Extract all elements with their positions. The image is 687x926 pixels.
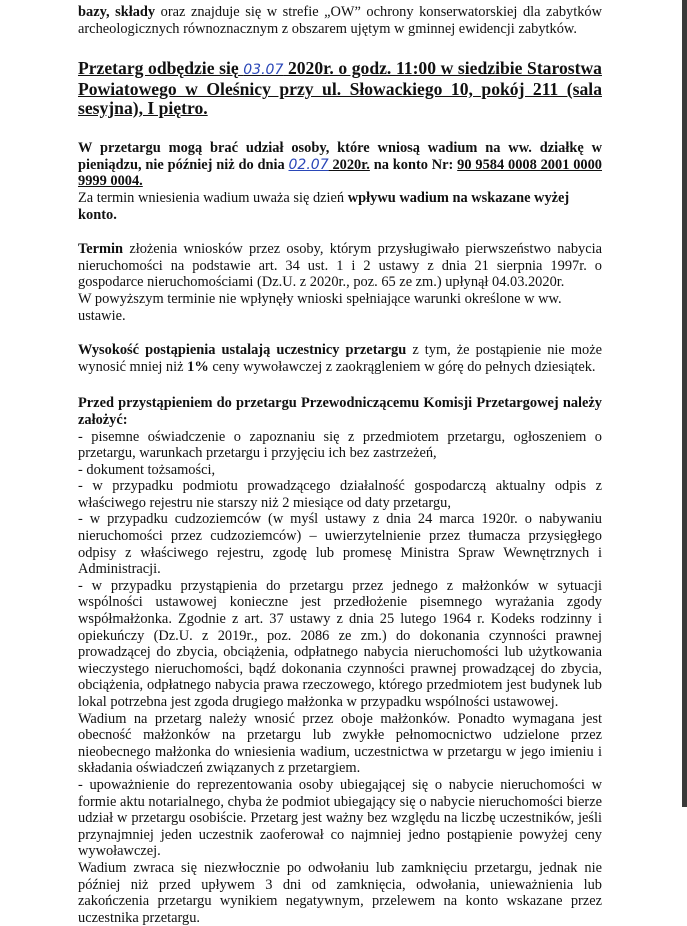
bold-phrase: Wysokość postąpienia ustalają uczestnicy przetargu bbox=[78, 342, 407, 359]
list-item: Wadium zwraca się niezwłocznie po odwołaniu lub zamknięciu przetargu, jednak nie później niż przed upływem 3 dni od zamknięcia, odwołania, unieważnienia lub zakończenia przetargu wynikiem negatywnym, przelewem na konto wskazane przez uczestnika przetargu. bbox=[78, 859, 602, 926]
list-item: - dokument tożsamości, bbox=[78, 461, 216, 478]
paragraph-text: złożenia wniosków przez osoby, którym przysługiwało pierwszeństwo nabycia nieruchomości na podstawie art. 34 ust. 1 i 2 ustawy z dnia 21 sierpnia 1997r. o gospodarce nieruchomościami (Dz.U. z 2020r., poz. 65 ze zm.) upłynął 04.03.2020r. bbox=[78, 241, 602, 291]
window-edge-strip bbox=[682, 0, 687, 807]
bold-phrase: Termin bbox=[78, 241, 124, 258]
heading-text: Przetarg odbędzie się bbox=[78, 58, 244, 79]
handwritten-auction-date: 03.07 bbox=[243, 62, 284, 79]
paragraph-text: z tym, że postąpienie nie może wynosić mniej niż bbox=[78, 342, 602, 375]
heading-text: 2020r. o godz. 11:00 w siedzibie Starostwa Powiatowego w Oleśnicy przy ul. Słowackiego 10, pokój 211 (sala sesyjna), I piętro. bbox=[78, 58, 602, 119]
list-item: - upoważnienie do reprezentowania osoby ubiegającej się o nabycie nieruchomości w formie aktu notarialnego, chyba że podmiot ubiegający się o nabycie nieruchomości bierze udział w przetargu osobiście. Przetarg jest ważny bez względu na liczbę uczestników, jeśli przynajmniej jeden uczestnik zaoferował co najmniej jedno postąpienie powyżej ceny wywoławczej. bbox=[78, 776, 602, 860]
account-label: na konto Nr: bbox=[369, 156, 458, 173]
paragraph-deadline bbox=[78, 241, 602, 291]
paragraph-zoning bbox=[78, 4, 602, 37]
paragraph-increment bbox=[78, 342, 602, 375]
bank-account-number: 90 9584 0008 2001 0000 9999 0004. bbox=[78, 156, 603, 190]
paragraph-text: oraz znajduje się w strefie „OW” ochrony konserwatorskiej dla zabytków archeologicznych równoznacznym z obszarem ujętym w gminnej ewidencji zabytków. bbox=[78, 4, 603, 37]
paragraph-text: Za termin wniesienia wadium uważa się dzień bbox=[78, 189, 348, 206]
bold-phrase: bazy, składy bbox=[78, 4, 156, 20]
paragraph-text: ceny wywoławczej z zaokrągleniem w górę do pełnych dziesiątek. bbox=[208, 358, 596, 375]
document-page bbox=[78, 4, 602, 926]
list-item: - w przypadku cudzoziemców (w myśl ustawy z dnia 24 marca 1920r. o nabywaniu nieruchomości przez cudzoziemców) – uwierzytelnienie przez tłumacza przysięgłego odpisy z właściwego rejestru, zgodę lub promesę Ministra Spraw Wewnętrznych i Administracji. bbox=[78, 511, 602, 578]
list-item: Wadium na przetarg należy wnosić przez oboje małżonków. Ponadto wymagana jest obecność małżonków na przetargu lub zwykłe pełnomocnictwo udzielone przez nieobecnego małżonka do wniesienia wadium, uczestnictwa w przetargu w jego imieniu i składania oświadczeń związanych z przetargiem. bbox=[78, 710, 602, 777]
paragraph-deposit-receipt bbox=[78, 190, 602, 223]
handwritten-deposit-date: 02.07 bbox=[288, 156, 329, 173]
paragraph-deposit bbox=[78, 140, 602, 190]
bold-phrase: wpływu wadium na wskazane wyżej konto. bbox=[78, 189, 570, 223]
deposit-text: W przetargu mogą brać udział osoby, które wniosą wadium na ww. działkę w pieniądzu, nie później niż do dnia bbox=[78, 140, 602, 173]
deposit-date-year: 2020r. bbox=[328, 156, 370, 173]
paragraph-no-applications: W powyższym terminie nie wpłynęły wnioski spełniające warunki określone w ww. ustawie. bbox=[78, 290, 562, 324]
bold-percent: 1% bbox=[187, 358, 209, 375]
list-item: - w przypadku przystąpienia do przetargu przez jednego z małżonków w sytuacji wspólności ustawowej konieczne jest przedłożenie pisemnego wyrażania zgody współmałżonka. Zgodnie z art. 37 ustawy z dnia 25 lutego 1964 r. Kodeks rodzinny i opiekuńczy (Dz.U. z 2019r., poz. 2086 ze zm.) do dokonania czynności prawnej prowadzącej do zbycia, obciążenia, odpłatnego nabycia nieruchomości lub użytkowania wieczystego nieruchomości, bądź dokonania czynności prawnej prowadzącej do zbycia, obciążenia, odpłatnego nabycia prawa rzeczowego, którego przedmiotem jest budynek lub lokal potrzebna jest zgoda drugiego małżonka w przypadku wspólności ustawowej. bbox=[78, 577, 602, 710]
requirements-heading: Przed przystąpieniem do przetargu Przewodniczącemu Komisji Przetargowej należy założyć: bbox=[78, 395, 602, 428]
list-item: - w przypadku podmiotu prowadzącego działalność gospodarczą aktualny odpis z właściwego rejestru nie starszy niż 2 miesiące od daty przetargu, bbox=[78, 478, 602, 511]
list-item: - pisemne oświadczenie o zapoznaniu się z przedmiotem przetargu, ogłoszeniem o przetargu, warunkach przetargu i przyjęciu ich bez zastrzeżeń, bbox=[78, 428, 602, 462]
auction-date-heading bbox=[78, 59, 602, 118]
